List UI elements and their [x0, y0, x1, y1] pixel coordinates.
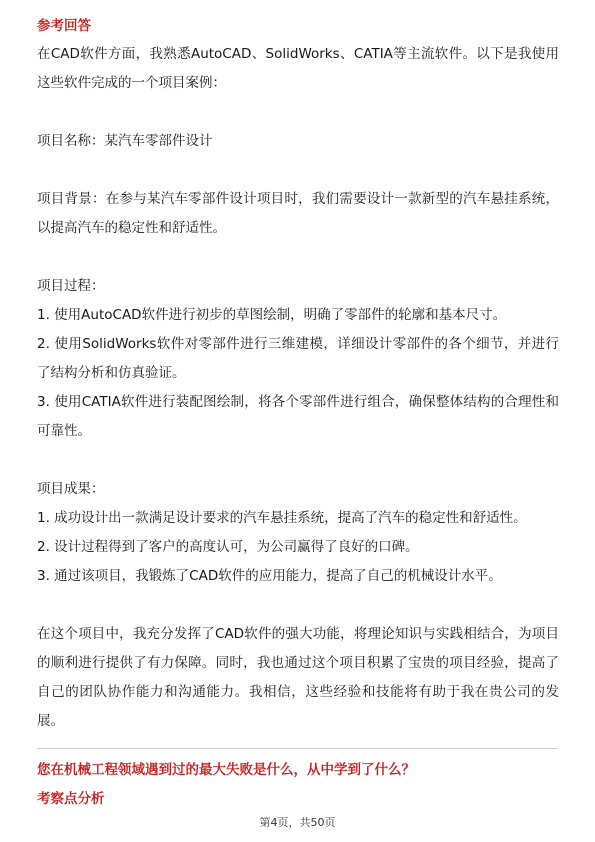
results-item: 2. 设计过程得到了客户的高度认可，为公司赢得了良好的口碑。	[37, 539, 419, 555]
page-footer: 第4页，共50页	[259, 816, 336, 829]
results-title: 项目成果：	[37, 481, 105, 497]
project-background: 项目背景：在参与某汽车零部件设计项目时，我们需要设计一款新型的汽车悬挂系统，以提高汽车的稳定性和舒适性。	[37, 191, 559, 236]
process-item: 1. 使用AutoCAD软件进行初步的草图绘制，明确了零部件的轮廓和基本尺寸。	[37, 307, 507, 323]
process-title: 项目过程：	[37, 278, 105, 294]
process-item: 2. 使用SolidWorks软件对零部件进行三维建模，详细设计零部件的各个细节，并进行了结构分析和仿真验证。	[37, 336, 559, 381]
section-divider	[37, 748, 558, 749]
document-page	[37, 0, 559, 814]
intro-paragraph: 在CAD软件方面，我熟悉AutoCAD、SolidWorks、CATIA等主流软件。以下是我使用这些软件完成的一个项目案例：	[37, 46, 559, 91]
results-item: 3. 通过该项目，我锻炼了CAD软件的应用能力，提高了自己的机械设计水平。	[37, 568, 502, 584]
next-question-heading: 您在机械工程领域遇到过的最大失败是什么，从中学到了什么？	[37, 762, 415, 778]
conclusion-paragraph: 在这个项目中，我充分发挥了CAD软件的强大功能，将理论知识与实践相结合，为项目的顺利进行提供了有力保障。同时，我也通过这个项目积累了宝贵的项目经验，提高了自己的团队协作能力和沟通能力。我相信，这些经验和技能将有助于我在贵公司的发展。	[37, 626, 559, 729]
next-section-heading: 考察点分析	[37, 791, 105, 807]
process-item: 3. 使用CATIA软件进行装配图绘制，将各个零部件进行组合，确保整体结构的合理性和可靠性。	[37, 394, 559, 439]
project-name: 项目名称：某汽车零部件设计	[37, 133, 213, 149]
results-item: 1. 成功设计出一款满足设计要求的汽车悬挂系统，提高了汽车的稳定性和舒适性。	[37, 510, 527, 526]
section-heading-reference-answer: 参考回答	[37, 18, 91, 34]
